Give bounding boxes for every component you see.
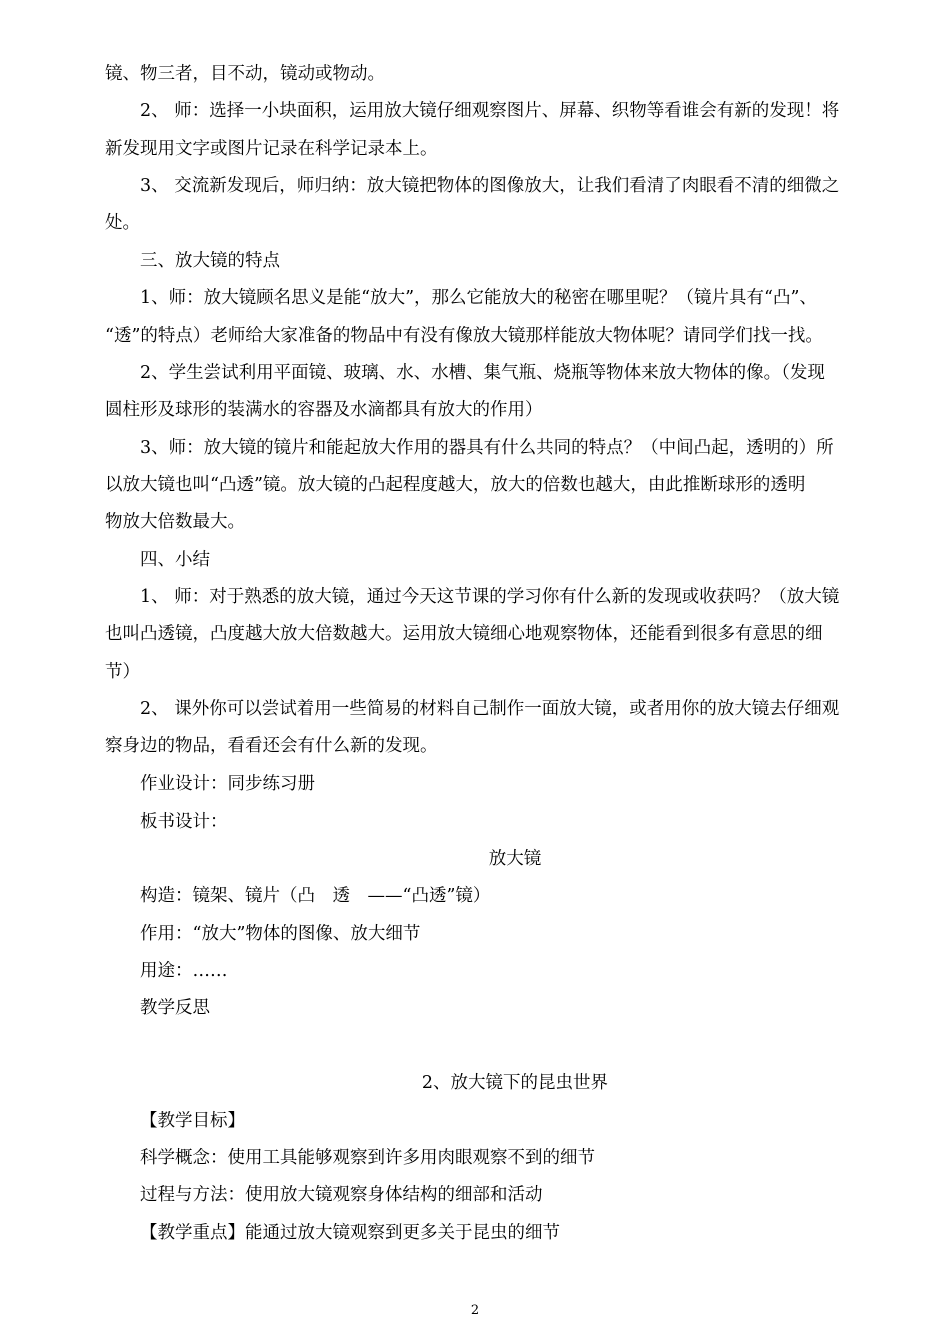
text-line: 也叫凸透镜，凸度越大放大倍数越大。运用放大镜细心地观察物体，还能看到很多有意思的细 (105, 624, 823, 644)
section-heading: 四、小结 (140, 550, 210, 570)
reflection-heading: 教学反思 (140, 998, 210, 1018)
section-heading: 【教学目标】 (140, 1111, 245, 1131)
lesson-title: 2、放大镜下的昆虫世界 (421, 1073, 609, 1093)
text-line: 3、师：放大镜的镜片和能起放大作用的器具有什么共同的特点？（中间凸起，透明的）所 (140, 438, 834, 458)
text-line: 物放大倍数最大。 (105, 512, 245, 532)
board-line: 用途：…… (140, 961, 228, 981)
text-line: 2、 课外你可以尝试着用一些简易的材料自己制作一面放大镜，或者用你的放大镜去仔细观 (140, 699, 840, 719)
text-line: 1、 师：对于熟悉的放大镜，通过今天这节课的学习你有什么新的发现或收获吗？（放大镜 (140, 587, 840, 607)
board-design-label: 板书设计： (140, 812, 228, 832)
text-line: 镜、物三者，目不动，镜动或物动。 (105, 64, 385, 84)
board-line: 构造：镜架、镜片（凸 透 ——“凸透”镜） (140, 886, 491, 906)
page-number: 2 (470, 1303, 480, 1318)
text-line: 过程与方法：使用放大镜观察身体结构的细部和活动 (140, 1185, 543, 1205)
board-title: 放大镜 (488, 849, 542, 869)
text-line: 科学概念：使用工具能够观察到许多用肉眼观察不到的细节 (140, 1148, 595, 1168)
homework-line: 作业设计：同步练习册 (140, 774, 315, 794)
text-line: 2、学生尝试利用平面镜、玻璃、水、水槽、集气瓶、烧瓶等物体来放大物体的像。（发现 (140, 363, 825, 383)
text-line: 圆柱形及球形的装满水的容器及水滴都具有放大的作用） (105, 400, 543, 420)
board-line: 作用：“放大”物体的图像、放大细节 (140, 924, 421, 944)
text-line: 2、 师：选择一小块面积，运用放大镜仔细观察图片、屏幕、织物等看谁会有新的发现！将 (140, 101, 840, 121)
text-line: 1、师：放大镜顾名思义是能“放大”，那么它能放大的秘密在哪里呢？（镜片具有“凸”、 (140, 288, 817, 308)
text-line: 察身边的物品，看看还会有什么新的发现。 (105, 736, 438, 756)
text-line: 新发现用文字或图片记录在科学记录本上。 (105, 139, 438, 159)
text-line: “透”的特点）老师给大家准备的物品中有没有像放大镜那样能放大物体呢？请同学们找一找。 (105, 326, 823, 346)
text-line: 处。 (105, 213, 140, 233)
section-heading: 三、放大镜的特点 (140, 251, 280, 271)
text-line: 【教学重点】能通过放大镜观察到更多关于昆虫的细节 (140, 1223, 560, 1243)
text-line: 3、 交流新发现后，师归纳：放大镜把物体的图像放大，让我们看清了肉眼看不清的细微之 (140, 176, 840, 196)
text-line: 节） (105, 662, 140, 682)
text-line: 以放大镜也叫“凸透”镜。放大镜的凸起程度越大，放大的倍数也越大，由此推断球形的透明 (105, 475, 806, 495)
